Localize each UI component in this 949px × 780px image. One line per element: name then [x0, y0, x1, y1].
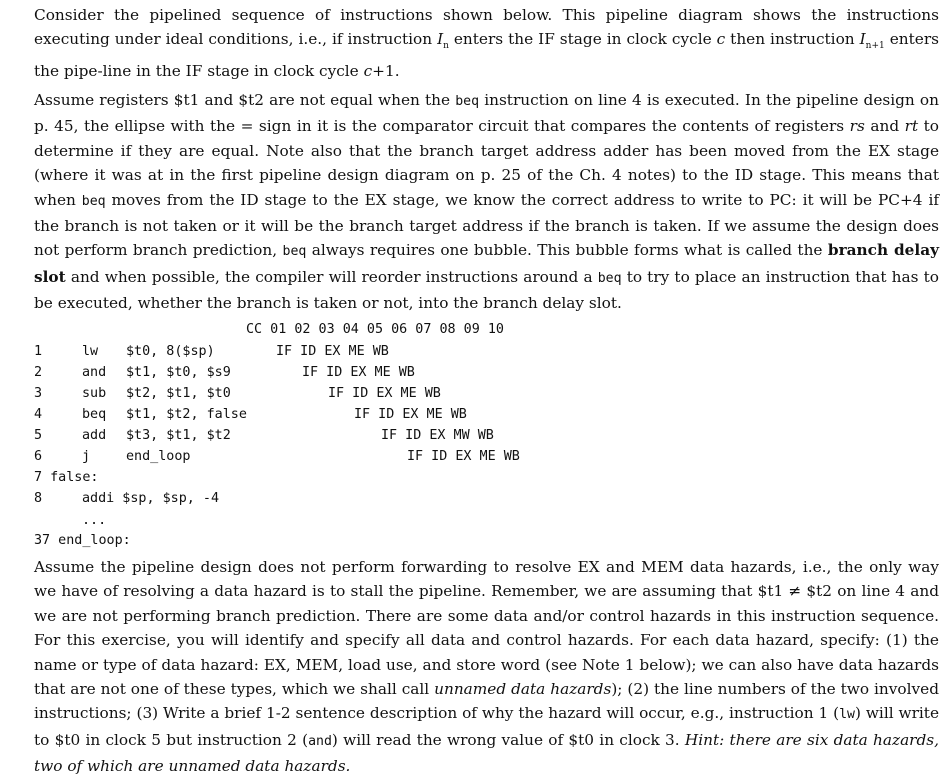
line-number: 5 [34, 428, 43, 443]
cycle-header: CC 01 02 03 04 05 06 07 08 09 10 [246, 322, 504, 337]
math-var: I [859, 30, 866, 49]
line-number: 2 [34, 365, 43, 380]
operands: $t0, 8($sp) [126, 344, 215, 359]
label-false: 7 false: [34, 470, 99, 485]
pipeline-stages: IF ID EX ME WB [276, 344, 389, 359]
code-inline: and [308, 733, 332, 749]
code-row [34, 489, 219, 509]
pipeline-stages: IF ID EX ME WB [328, 386, 441, 401]
code-inline: lw [839, 707, 855, 723]
math-var: c [363, 61, 373, 80]
branch-paragraph [34, 88, 939, 316]
bold-term: branch delay slot [34, 241, 939, 286]
instruction: addi $sp, $sp, -4 [82, 491, 220, 506]
code-inline: beq [455, 94, 480, 109]
text-run: instruction on line 4 is executed. In the pipeline design on p. 45, the ellipse with the = sign in it is the comparator circuit that compares the contents of registers [34, 91, 939, 136]
opcode: lw [82, 344, 99, 359]
opcode: and [82, 365, 107, 380]
math-var: rt [904, 117, 919, 136]
line-number: 8 [34, 491, 43, 506]
text-run: ); (2) the line numbers of the two involved instructions; (3) Write a brief 1-2 sentence description of why the hazard will occur, e.g., instruction 1 ( [34, 680, 939, 723]
italic-term: unnamed data hazards [434, 680, 612, 699]
text-run: ) will read the wrong value of $t0 in clock 3. [331, 730, 685, 749]
operands: end_loop [126, 449, 191, 464]
operands: $t2, $t1, $t0 [126, 386, 231, 401]
text-run: and when possible, the compiler will reorder instructions around a [65, 267, 598, 286]
math-sub: n+1 [865, 41, 885, 52]
ellipsis: ... [82, 513, 107, 528]
math-var: rs [849, 117, 865, 136]
pipeline-stages: IF ID EX ME WB [407, 449, 520, 464]
text-run: Consider the pipelined sequence of instructions shown below. This pipeline diagram shows the instructions executing under ideal conditions, i.e., if instruction [34, 6, 939, 49]
hazard-paragraph [34, 555, 939, 779]
code-row [34, 405, 286, 425]
text-run: moves from the ID stage to the EX stage, we know the correct address to write to PC: it will be PC+4 if the branch is not taken or it will be the branch target address if the branch is taken. If we assume the design does not perform branch prediction, [34, 190, 939, 260]
text-run: enters the IF stage in clock cycle [448, 30, 717, 49]
code-row [34, 447, 286, 467]
text-run: ) will write to $t0 in clock 5 but instruction 2 ( [34, 704, 939, 749]
line-number: 1 [34, 344, 43, 359]
code-inline: beq [597, 270, 622, 286]
text-run: always requires one bubble. This bubble forms what is called the [306, 241, 828, 260]
pipeline-stages: IF ID EX ME WB [302, 365, 415, 380]
opcode: add [82, 428, 107, 443]
label-end-loop: 37 end_loop: [34, 533, 131, 548]
line-number: 6 [34, 449, 43, 464]
operands: $t1, $t0, $s9 [126, 365, 231, 380]
text-run: to try to place an instruction that has to be executed, whether the branch is taken or not, into the branch delay slot. [34, 267, 939, 313]
text-run: then instruction [725, 30, 860, 49]
math-var: I [437, 30, 444, 49]
math-var: c [716, 30, 726, 49]
text-run: to determine if they are equal. Note also that the branch target address adder has been moved from the EX stage (where it was at in the first pipeline design diagram on p. 25 of the Ch. 4 notes) to the ID stage. This means that when [34, 117, 939, 209]
math-sub: n [443, 41, 449, 52]
code-inline: beq [282, 244, 307, 260]
line-number: 3 [34, 386, 43, 401]
text-run: +1. [372, 61, 400, 80]
line-number: 4 [34, 407, 43, 422]
text-run: Assume the pipeline design does not perform forwarding to resolve EX and MEM data hazards, i.e., the only way we have of resolving a data hazard is to stall the pipeline. Remember, we are assuming that $t1 ≠ $t2 on line 4 and we are not performing branch prediction. There are some data and/or control hazards in this instruction sequence. For this exercise, you will identify and specify all data and control hazards. For each data hazard, specify: (1) the name or type of data hazard: EX, MEM, load use, and store word (see Note 1 below); we can also have data hazards that are not one of these types, which we shall call [34, 558, 939, 699]
code-row [34, 426, 286, 446]
pipeline-stages: IF ID EX MW WB [381, 428, 494, 443]
code-inline: beq [81, 193, 106, 209]
opcode: beq [82, 407, 107, 422]
operands: $t3, $t1, $t2 [126, 428, 231, 443]
text-run: Assume registers $t1 and $t2 are not equal when the [34, 91, 456, 109]
text-run: enters the pipe-line in the IF stage in clock cycle [34, 30, 939, 80]
operands: $t1, $t2, false [126, 407, 247, 422]
opcode: sub [82, 386, 107, 401]
hint-text: Hint: there are six data hazards, two of which are unnamed data hazards. [34, 730, 939, 776]
code-row [34, 363, 286, 383]
code-row [34, 384, 286, 404]
pipeline-stages: IF ID EX ME WB [354, 407, 467, 422]
text-run: and [864, 117, 905, 136]
intro-paragraph [34, 3, 939, 83]
code-row [34, 342, 286, 362]
opcode: j [82, 449, 91, 464]
